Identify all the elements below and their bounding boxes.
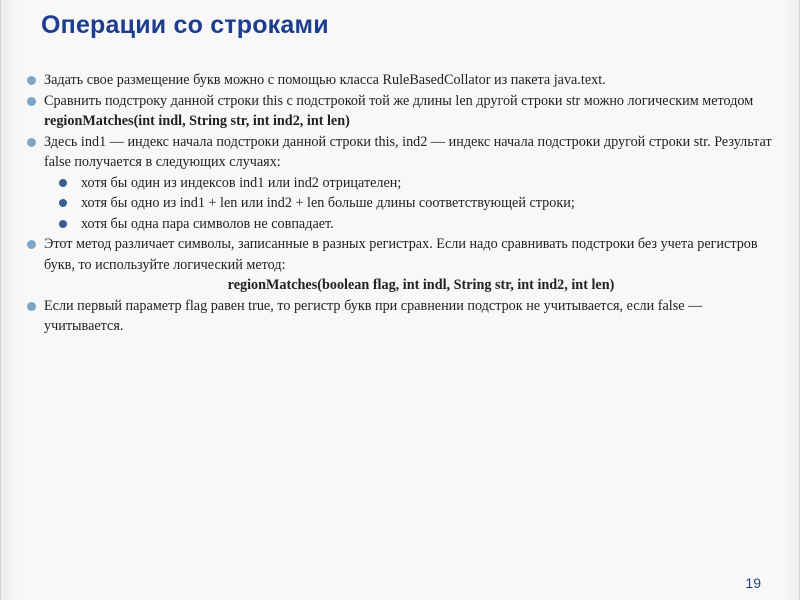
bullet-dot-icon <box>27 97 36 106</box>
sub-bullet-text: хотя бы одна пара символов не совпадает. <box>81 215 334 232</box>
bullet-item <box>25 91 777 132</box>
bullet-item <box>25 132 777 173</box>
bullet-dot-icon <box>27 76 36 85</box>
bullet-item <box>25 234 777 275</box>
bullet-dot-icon <box>27 302 36 311</box>
bullet-text: Если первый параметр flag равен true, то регистр букв при сравнении подстрок не учитывается, если false — учитывается. <box>44 297 703 334</box>
bullet-dot-icon <box>27 240 36 249</box>
slide-title: Операции со строками <box>41 11 329 39</box>
slide-content <box>25 70 777 337</box>
sub-bullet-item <box>25 193 777 214</box>
bullet-text: Здесь ind1 — индекс начала подстроки данной строки this, ind2 — индекс начала подстроки другой строки str. Результат false получается в следующих случаях: <box>44 133 772 170</box>
bullet-text: Этот метод различает символы, записанные в разных регистрах. Если надо сравнивать подстроки без учета регистров букв, то используйте логический метод: <box>44 236 758 273</box>
bullet-item <box>25 70 777 91</box>
bullet-text: Задать свое размещение букв можно с помощью класса RuleBasedCollator из пакета java.text. <box>44 72 606 88</box>
sub-bullet-text: хотя бы один из индексов ind1 или ind2 отрицателен; <box>81 174 402 191</box>
bullet-item <box>25 296 777 337</box>
sub-bullet-dot-icon <box>59 220 67 228</box>
method-signature-line: regionMatches(boolean flag, int indl, String str, int ind2, int len) <box>227 277 615 293</box>
sub-bullet-dot-icon <box>59 179 67 187</box>
sub-bullet-text: хотя бы одно из ind1 + len или ind2 + len больше длины соответствующей строки; <box>81 195 575 211</box>
bullet-dot-icon <box>27 138 36 147</box>
sub-bullet-dot-icon <box>59 199 67 207</box>
method-signature: regionMatches(int indl, String str, int ind2, int len) <box>44 113 350 129</box>
page-number: 19 <box>745 575 761 591</box>
sub-bullet-item <box>25 214 777 235</box>
sub-bullet-item <box>25 173 777 194</box>
bullet-text: Сравнить подстроку данной строки this с подстрокой той же длины len другой строки str можно логическим методом <box>44 92 754 109</box>
